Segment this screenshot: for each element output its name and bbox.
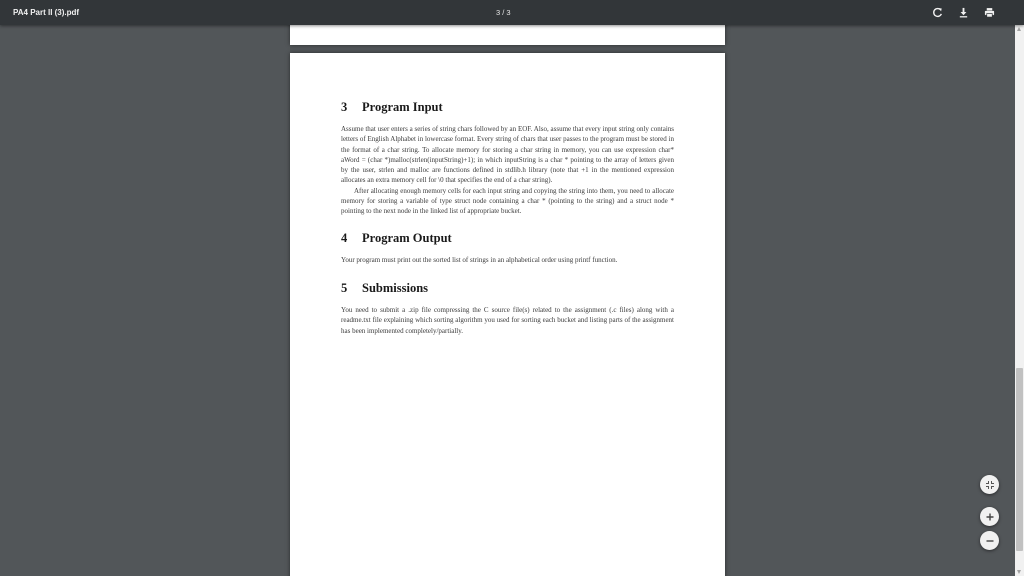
- section-heading-program-input: 3 Program Input: [341, 100, 443, 114]
- zoom-in-button[interactable]: [980, 507, 999, 526]
- program-output-paragraph: Your program must print out the sorted list of strings in an alphabetical order using printf function.: [341, 255, 618, 264]
- program-input-paragraph-2: After allocating enough memory cells for each input string and copying the string into them, you need to allocate memory for storing a variable of type struct node containing a char * (pointing to the string) and a struct node * pointing to the next node in the linked list of appropriate bucket.: [341, 186, 674, 216]
- fit-to-page-button[interactable]: [980, 475, 999, 494]
- print-icon[interactable]: [982, 5, 997, 20]
- zoom-out-button[interactable]: [980, 531, 999, 550]
- file-name: PA4 Part II (3).pdf: [13, 8, 80, 17]
- page-content: [341, 100, 674, 336]
- minus-icon: [985, 536, 995, 546]
- program-input-paragraph-1: Assume that user enters a series of string chars followed by an EOF. Also, assume that every input string only contains letters of English Alphabet in lowercase format. Every string of chars that user passes to the program must be stored in the format of a char string. To allocate memory for storing a char string in memory, you can use expression char* aWord = (char *)malloc(strlen(inputString)+1); in which inputString is a char * pointing to the array of letters given by the user, strlen and malloc are functions defined in stdlib.h library (note that +1 in the mentioned expression allocates an extra memory cell for \0 that specifies the end of a char string).: [341, 125, 674, 185]
- scrollbar-thumb[interactable]: [1016, 368, 1023, 551]
- document-viewer[interactable]: [0, 25, 1015, 576]
- scroll-up-arrow[interactable]: [1017, 27, 1021, 31]
- plus-icon: [985, 512, 995, 522]
- submissions-paragraph: You need to submit a .zip file compressing the C source file(s) related to the assignment (.c files) along with a readme.txt file explaining which sorting algorithm you used for sorting each bucket and listing parts of the assignment has been implemented completely/partially.: [341, 305, 674, 335]
- page-indicator[interactable]: 3 / 3: [496, 8, 511, 17]
- section-heading-program-output: 4 Program Output: [341, 230, 452, 245]
- section-heading-submissions: 5 Submissions: [341, 280, 429, 295]
- fit-to-page-icon: [985, 480, 995, 490]
- download-icon[interactable]: [956, 5, 971, 20]
- current-page: [290, 53, 725, 576]
- previous-page: [290, 25, 725, 45]
- vertical-scrollbar[interactable]: [1015, 25, 1024, 576]
- rotate-icon[interactable]: [930, 5, 945, 20]
- scroll-down-arrow[interactable]: [1017, 570, 1021, 574]
- pdf-toolbar: [0, 0, 1024, 25]
